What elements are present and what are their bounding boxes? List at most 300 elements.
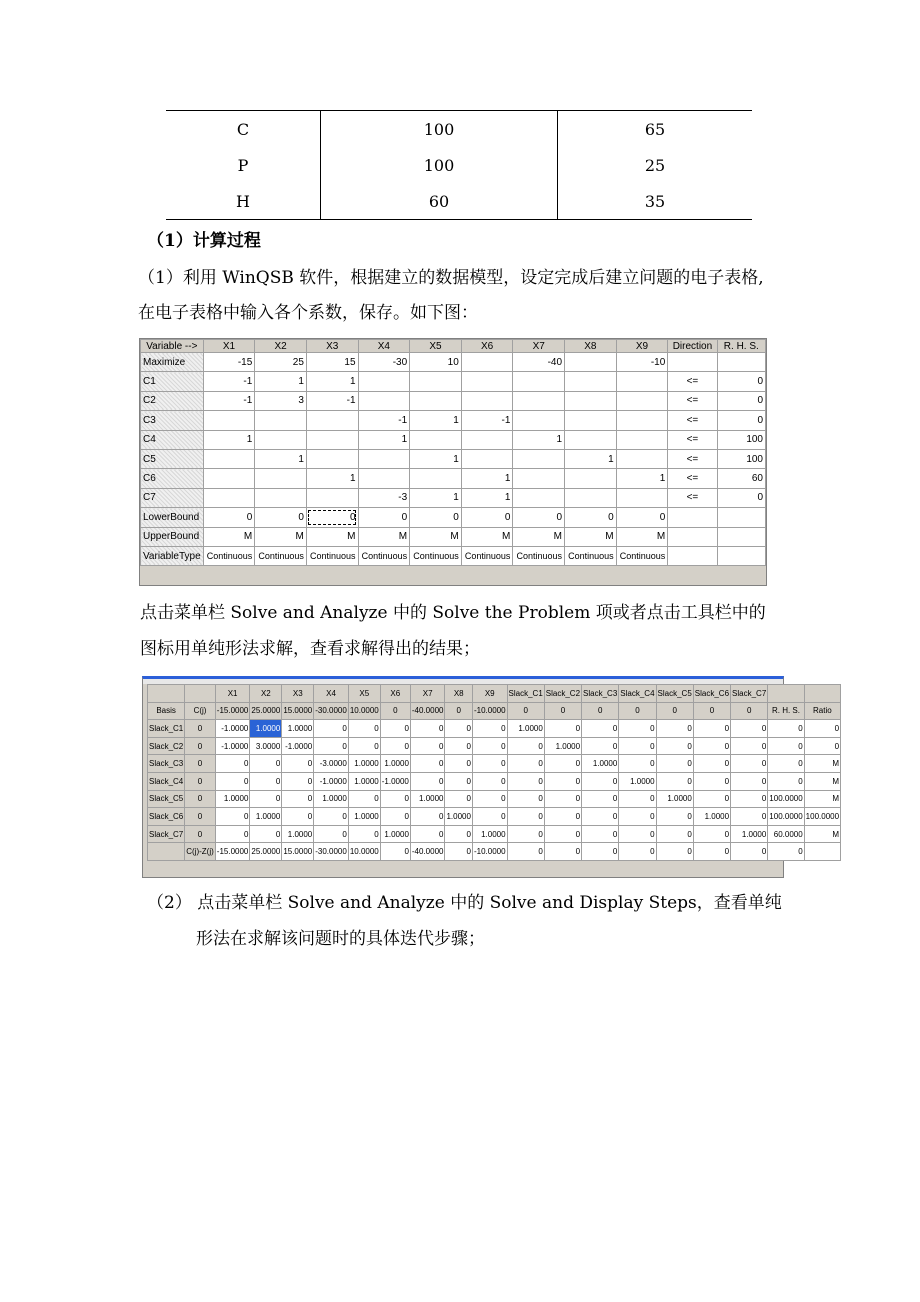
sheet-cell[interactable] <box>565 430 617 449</box>
sheet-cell[interactable] <box>358 391 410 410</box>
tableau-cell: 0 <box>544 702 581 720</box>
sheet-cell[interactable]: 1 <box>306 469 358 488</box>
sheet-cell[interactable]: 10 <box>410 353 462 372</box>
column-header: X1 <box>203 340 255 353</box>
tableau-cell: 0 <box>693 772 730 790</box>
tableau-cell: 0 <box>507 772 544 790</box>
tableau-cell: 0 <box>410 772 445 790</box>
sheet-cell[interactable]: 1 <box>461 488 513 507</box>
tableau-cell <box>148 685 185 703</box>
tableau-cell: 0 <box>410 825 445 843</box>
sheet-cell[interactable]: 1 <box>616 469 668 488</box>
tableau-cell: M <box>804 790 840 808</box>
tableau-cell: 1.0000 <box>314 790 349 808</box>
sheet-cell[interactable]: -1 <box>358 411 410 430</box>
tableau-cell: 0 <box>693 825 730 843</box>
sheet-cell[interactable] <box>565 372 617 391</box>
tableau-cell: Slack_C6 <box>693 685 730 703</box>
sheet-row <box>141 391 766 410</box>
sheet-cell[interactable]: -1 <box>306 391 358 410</box>
tableau-cell: -30.0000 <box>314 702 349 720</box>
sheet-cell[interactable]: 3 <box>255 391 307 410</box>
sheet-cell[interactable] <box>461 353 513 372</box>
tableau-cell: -30.0000 <box>314 843 349 861</box>
sheet-cell[interactable]: <= <box>668 469 717 488</box>
sheet-cell[interactable]: Continuous <box>255 546 307 565</box>
tableau-cell: 0 <box>185 772 216 790</box>
tableau-cell: -40.0000 <box>410 702 445 720</box>
row-header: C4 <box>141 430 204 449</box>
tableau-cell: 0 <box>445 702 472 720</box>
tableau-cell: 15.0000 <box>282 843 314 861</box>
sheet-cell[interactable] <box>255 469 307 488</box>
sheet-cell[interactable] <box>668 527 717 546</box>
tableau-cell: 0 <box>656 737 693 755</box>
tableau-cell: 3.0000 <box>250 737 282 755</box>
sheet-cell[interactable]: M <box>203 527 255 546</box>
tableau-cell: 0 <box>410 737 445 755</box>
tableau-cell: 0 <box>185 808 216 826</box>
sheet-cell[interactable] <box>616 430 668 449</box>
sheet-cell[interactable] <box>717 508 765 527</box>
tableau-cell: 0 <box>544 843 581 861</box>
tableau-cell: 0 <box>472 772 507 790</box>
sheet-cell[interactable]: M <box>306 527 358 546</box>
sheet-cell[interactable]: 1 <box>410 488 462 507</box>
table-cell: C <box>166 111 321 148</box>
tableau-cell: 0 <box>619 737 656 755</box>
tableau-cell: 0 <box>656 843 693 861</box>
tableau-cell: 0 <box>731 702 768 720</box>
tableau-cell: M <box>804 825 840 843</box>
sheet-cell[interactable]: 0 <box>717 391 765 410</box>
tableau-cell: 0 <box>282 772 314 790</box>
sheet-cell[interactable] <box>565 353 617 372</box>
sheet-cell[interactable]: 0 <box>306 508 358 527</box>
row-header: Maximize <box>141 353 204 372</box>
sheet-cell[interactable] <box>306 411 358 430</box>
sheet-cell[interactable] <box>513 469 565 488</box>
tableau-cell: 0 <box>582 702 619 720</box>
tableau-row <box>148 737 841 755</box>
tableau-cell: 0 <box>380 737 410 755</box>
tableau-cell: 0 <box>282 755 314 773</box>
tableau-cell: 1.0000 <box>348 772 380 790</box>
tableau-cell: 0 <box>619 825 656 843</box>
sheet-cell[interactable]: <= <box>668 449 717 468</box>
sheet-cell[interactable]: Continuous <box>461 546 513 565</box>
sheet-cell[interactable]: -1 <box>203 391 255 410</box>
tableau-cell: Slack_C6 <box>148 808 185 826</box>
tableau-cell: 0 <box>472 720 507 738</box>
tableau-cell: 0 <box>619 702 656 720</box>
table-cell: 60 <box>321 183 558 220</box>
sheet-cell[interactable] <box>461 449 513 468</box>
tableau-cell: Slack_C4 <box>619 685 656 703</box>
tableau-row <box>148 825 841 843</box>
sheet-cell[interactable] <box>616 372 668 391</box>
sheet-row <box>141 469 766 488</box>
column-header: X2 <box>255 340 307 353</box>
sheet-cell[interactable]: 1 <box>203 430 255 449</box>
tableau-cell: X6 <box>380 685 410 703</box>
sheet-cell[interactable]: 25 <box>255 353 307 372</box>
sheet-cell[interactable]: <= <box>668 430 717 449</box>
tableau-cell: 0 <box>250 755 282 773</box>
tableau-cell: 0 <box>314 825 349 843</box>
sheet-cell[interactable] <box>616 449 668 468</box>
tableau-cell: 0 <box>380 808 410 826</box>
sheet-cell[interactable] <box>203 469 255 488</box>
column-header: Direction <box>668 340 717 353</box>
sheet-cell[interactable]: 60 <box>717 469 765 488</box>
paragraph-2-line-1: 点击菜单栏 Solve and Analyze 中的 Solve the Problem 项或者点击工具栏中的 <box>140 603 766 623</box>
sheet-cell[interactable] <box>306 430 358 449</box>
sheet-cell[interactable] <box>717 546 765 565</box>
sheet-cell[interactable] <box>616 411 668 430</box>
tableau-cell: 0 <box>507 790 544 808</box>
sheet-cell[interactable] <box>410 391 462 410</box>
sheet-cell[interactable] <box>565 411 617 430</box>
tableau-cell: 0 <box>507 702 544 720</box>
sheet-cell[interactable] <box>358 372 410 391</box>
tableau-cell: 10.0000 <box>348 702 380 720</box>
tableau-cell: Slack_C2 <box>148 737 185 755</box>
sheet-row <box>141 527 766 546</box>
sheet-cell[interactable] <box>668 546 717 565</box>
tableau-cell: 0 <box>731 720 768 738</box>
sheet-cell[interactable]: <= <box>668 411 717 430</box>
sheet-cell[interactable]: Continuous <box>513 546 565 565</box>
sheet-cell[interactable] <box>255 430 307 449</box>
sheet-cell[interactable] <box>717 353 765 372</box>
tableau-cell: 0 <box>472 737 507 755</box>
tableau-cell: 0 <box>582 720 619 738</box>
sheet-cell[interactable]: 1 <box>410 449 462 468</box>
sheet-cell[interactable] <box>203 449 255 468</box>
tableau-cell: 0 <box>410 808 445 826</box>
sheet-cell[interactable]: 1 <box>513 430 565 449</box>
sheet-cell[interactable] <box>203 411 255 430</box>
tableau-cell: 0 <box>731 790 768 808</box>
tableau-cell: 1.0000 <box>445 808 472 826</box>
tableau-cell: X2 <box>250 685 282 703</box>
sheet-cell[interactable] <box>513 488 565 507</box>
tableau-cell: 0 <box>544 790 581 808</box>
tableau-cell: 0 <box>693 790 730 808</box>
sheet-cell[interactable]: M <box>513 527 565 546</box>
sheet-cell[interactable]: M <box>616 527 668 546</box>
sheet-cell[interactable] <box>203 488 255 507</box>
sheet-cell[interactable]: <= <box>668 488 717 507</box>
row-header: C3 <box>141 411 204 430</box>
sheet-cell[interactable] <box>668 508 717 527</box>
sheet-cell[interactable]: <= <box>668 391 717 410</box>
sheet-cell[interactable] <box>306 449 358 468</box>
tableau-cell: 0 <box>619 790 656 808</box>
tableau-cell: X7 <box>410 685 445 703</box>
tableau-cell: 0 <box>619 808 656 826</box>
tableau-cell: 0 <box>768 737 804 755</box>
tableau-cell: 0 <box>693 737 730 755</box>
sheet-cell[interactable]: M <box>565 527 617 546</box>
tableau-cell: 0 <box>619 843 656 861</box>
sheet-cell[interactable] <box>358 449 410 468</box>
tableau-cell: 0 <box>250 772 282 790</box>
tableau-cell: C(j) <box>185 702 216 720</box>
tableau-cell: M <box>804 772 840 790</box>
tableau-cell: 0 <box>544 755 581 773</box>
sheet-cell[interactable] <box>410 372 462 391</box>
sheet-cell[interactable]: 0 <box>255 508 307 527</box>
tableau-cell: 0 <box>314 808 349 826</box>
sheet-cell[interactable]: -1 <box>203 372 255 391</box>
sheet-cell[interactable] <box>306 488 358 507</box>
sheet-row <box>141 449 766 468</box>
sheet-cell[interactable]: 0 <box>717 488 765 507</box>
sheet-header-row <box>141 340 766 353</box>
sheet-cell[interactable] <box>255 411 307 430</box>
sheet-cell[interactable] <box>461 391 513 410</box>
tableau-cell: -40.0000 <box>410 843 445 861</box>
column-header: X4 <box>358 340 410 353</box>
table-cell: 65 <box>558 111 753 148</box>
tableau-cell: 1.0000 <box>410 790 445 808</box>
tableau-cell: -1.0000 <box>380 772 410 790</box>
sheet-cell[interactable] <box>565 391 617 410</box>
sheet-cell[interactable]: Continuous <box>358 546 410 565</box>
sheet-cell[interactable] <box>513 391 565 410</box>
sheet-row <box>141 508 766 527</box>
tableau-cell: 1.0000 <box>656 790 693 808</box>
tableau-cell: 0 <box>445 825 472 843</box>
sheet-row <box>141 411 766 430</box>
tableau-cell: 0 <box>582 737 619 755</box>
tableau-cell: Basis <box>148 702 185 720</box>
sheet-cell[interactable]: <= <box>668 372 717 391</box>
tableau-cell: 0 <box>731 737 768 755</box>
sheet-cell[interactable]: 0 <box>717 372 765 391</box>
tableau-row <box>148 808 841 826</box>
sheet-cell[interactable]: 1 <box>255 372 307 391</box>
tableau-cell: 0 <box>348 825 380 843</box>
tableau-cell: 0 <box>544 772 581 790</box>
tableau-cell: 0 <box>693 702 730 720</box>
tableau-cell: Slack_C5 <box>656 685 693 703</box>
sheet-cell[interactable]: M <box>255 527 307 546</box>
sheet-cell[interactable]: M <box>461 527 513 546</box>
tableau-cell: 0 <box>656 825 693 843</box>
tableau-cell: 25.0000 <box>250 702 282 720</box>
sheet-cell[interactable] <box>513 372 565 391</box>
tableau-cell: 60.0000 <box>768 825 804 843</box>
row-header: UpperBound <box>141 527 204 546</box>
tableau-cell: 15.0000 <box>282 702 314 720</box>
tableau-cell: 0 <box>804 737 840 755</box>
sheet-cell[interactable] <box>616 391 668 410</box>
sheet-cell[interactable] <box>255 488 307 507</box>
tableau-cell: 0 <box>215 825 250 843</box>
tableau-cell: 0 <box>656 702 693 720</box>
sheet-cell[interactable] <box>668 353 717 372</box>
tableau-cell: 0 <box>215 808 250 826</box>
row-header: LowerBound <box>141 508 204 527</box>
tableau-cell: 0 <box>250 825 282 843</box>
tableau-cell: 0 <box>582 772 619 790</box>
column-header: X9 <box>616 340 668 353</box>
sheet-cell[interactable] <box>410 469 462 488</box>
sheet-cell[interactable]: 0 <box>565 508 617 527</box>
sheet-row <box>141 353 766 372</box>
column-header: X3 <box>306 340 358 353</box>
sheet-cell[interactable] <box>717 527 765 546</box>
sheet-cell[interactable]: 0 <box>410 508 462 527</box>
sheet-cell[interactable]: 1 <box>255 449 307 468</box>
sheet-cell[interactable]: -15 <box>203 353 255 372</box>
tableau-cell: 0 <box>215 772 250 790</box>
table-cell: H <box>166 183 321 220</box>
sheet-cell[interactable] <box>565 488 617 507</box>
tableau-cell: 0 <box>731 808 768 826</box>
sheet-cell[interactable]: M <box>410 527 462 546</box>
tableau-cell: 1.0000 <box>507 720 544 738</box>
sheet-cell[interactable] <box>513 449 565 468</box>
tableau-cell: 0 <box>507 843 544 861</box>
tableau-cell: 1.0000 <box>348 808 380 826</box>
sheet-cell[interactable]: -1 <box>461 411 513 430</box>
sheet-cell[interactable] <box>461 372 513 391</box>
tableau-cell: 0 <box>314 720 349 738</box>
sheet-cell[interactable]: 100 <box>717 430 765 449</box>
tableau-cell: 0 <box>768 755 804 773</box>
tableau-cell: -1.0000 <box>282 737 314 755</box>
tableau-cell: Slack_C4 <box>148 772 185 790</box>
tableau-cell: 1.0000 <box>544 737 581 755</box>
tableau-cell: 0 <box>768 720 804 738</box>
sheet-cell[interactable]: 0 <box>461 508 513 527</box>
sheet-cell[interactable]: 1 <box>306 372 358 391</box>
sheet-cell[interactable]: 1 <box>358 430 410 449</box>
tableau-cell <box>804 685 840 703</box>
tableau-cell <box>185 685 216 703</box>
sheet-cell[interactable]: 15 <box>306 353 358 372</box>
tableau-cell: Slack_C1 <box>507 685 544 703</box>
column-header: Variable --> <box>141 340 204 353</box>
table-cell: 100 <box>321 147 558 183</box>
sheet-cell[interactable]: 0 <box>513 508 565 527</box>
sheet-cell[interactable]: Continuous <box>565 546 617 565</box>
tableau-cell: Slack_C2 <box>544 685 581 703</box>
tableau-cell: X8 <box>445 685 472 703</box>
tableau-cell: 100.0000 <box>768 808 804 826</box>
tableau-cell: 0 <box>472 755 507 773</box>
tableau-cell: 0 <box>185 755 216 773</box>
tableau-cell: 0 <box>731 755 768 773</box>
sheet-cell[interactable] <box>410 430 462 449</box>
sheet-cell[interactable]: Continuous <box>616 546 668 565</box>
column-header: X7 <box>513 340 565 353</box>
tableau-cell: 1.0000 <box>250 720 282 738</box>
table-cell: 100 <box>321 111 558 148</box>
tableau-cell: 0 <box>445 790 472 808</box>
tableau-cell: 1.0000 <box>282 825 314 843</box>
tableau-cell: 0 <box>185 737 216 755</box>
tableau-cell: 100.0000 <box>804 808 840 826</box>
tableau-cell: 0 <box>348 790 380 808</box>
sheet-cell[interactable]: -3 <box>358 488 410 507</box>
sheet-cell[interactable]: -40 <box>513 353 565 372</box>
sheet-cell[interactable]: M <box>358 527 410 546</box>
sheet-cell[interactable]: 1 <box>461 469 513 488</box>
sheet-cell[interactable]: Continuous <box>203 546 255 565</box>
tableau-cell: 0 <box>619 720 656 738</box>
tableau-cell: 0 <box>410 720 445 738</box>
table-row <box>166 111 752 148</box>
tableau-cell: 0 <box>250 790 282 808</box>
row-header: C7 <box>141 488 204 507</box>
sheet-cell[interactable] <box>461 430 513 449</box>
tableau-cell: -3.0000 <box>314 755 349 773</box>
sheet-cell[interactable]: 1 <box>565 449 617 468</box>
paragraph-3-line-1: （2） 点击菜单栏 Solve and Analyze 中的 Solve and Display Steps，查看单纯 <box>147 893 782 913</box>
tableau-cell: 0 <box>544 808 581 826</box>
sheet-cell[interactable] <box>616 488 668 507</box>
tableau-cell: 0 <box>185 720 216 738</box>
sheet-cell[interactable]: Continuous <box>410 546 462 565</box>
tableau-cell: 0 <box>314 737 349 755</box>
tableau-cell: 0 <box>445 720 472 738</box>
sheet-cell[interactable]: -30 <box>358 353 410 372</box>
tableau-cell: -10.0000 <box>472 702 507 720</box>
tableau-cell: 10.0000 <box>348 843 380 861</box>
tableau-cell: 0 <box>693 720 730 738</box>
tableau-cell: 0 <box>380 720 410 738</box>
tableau-cell: 0 <box>348 737 380 755</box>
paragraph-1-line-1: （1）利用 WinQSB 软件，根据建立的数据模型，设定完成后建立问题的电子表格, <box>138 268 764 288</box>
tableau-cell <box>804 843 840 861</box>
sheet-cell[interactable] <box>565 469 617 488</box>
tableau-cell: 0 <box>619 755 656 773</box>
tableau-cell: 1.0000 <box>250 808 282 826</box>
tableau-cell: 1.0000 <box>472 825 507 843</box>
sheet-cell[interactable]: 0 <box>203 508 255 527</box>
tableau-cell: X3 <box>282 685 314 703</box>
sheet-cell[interactable]: 1 <box>410 411 462 430</box>
sheet-cell[interactable]: -10 <box>616 353 668 372</box>
sheet-cell[interactable]: Continuous <box>306 546 358 565</box>
sheet-cell[interactable]: 100 <box>717 449 765 468</box>
tableau-cell: Slack_C3 <box>582 685 619 703</box>
tableau-cell: -1.0000 <box>314 772 349 790</box>
tableau-cell: -1.0000 <box>215 737 250 755</box>
tableau-cell: 0 <box>731 843 768 861</box>
tableau-row <box>148 720 841 738</box>
sheet-cell[interactable] <box>513 411 565 430</box>
tableau-cell: 0 <box>656 808 693 826</box>
tableau-cell: 100.0000 <box>768 790 804 808</box>
sheet-row <box>141 488 766 507</box>
tableau-row <box>148 772 841 790</box>
tableau-cell: 0 <box>380 843 410 861</box>
sheet-cell[interactable]: 0 <box>717 411 765 430</box>
tableau-cell: M <box>804 755 840 773</box>
tableau-cell: 1.0000 <box>693 808 730 826</box>
tableau-cell: Ratio <box>804 702 840 720</box>
tableau-cell: 1.0000 <box>380 755 410 773</box>
sheet-cell[interactable] <box>358 469 410 488</box>
sheet-cell[interactable]: 0 <box>358 508 410 527</box>
sheet-cell[interactable]: 0 <box>616 508 668 527</box>
